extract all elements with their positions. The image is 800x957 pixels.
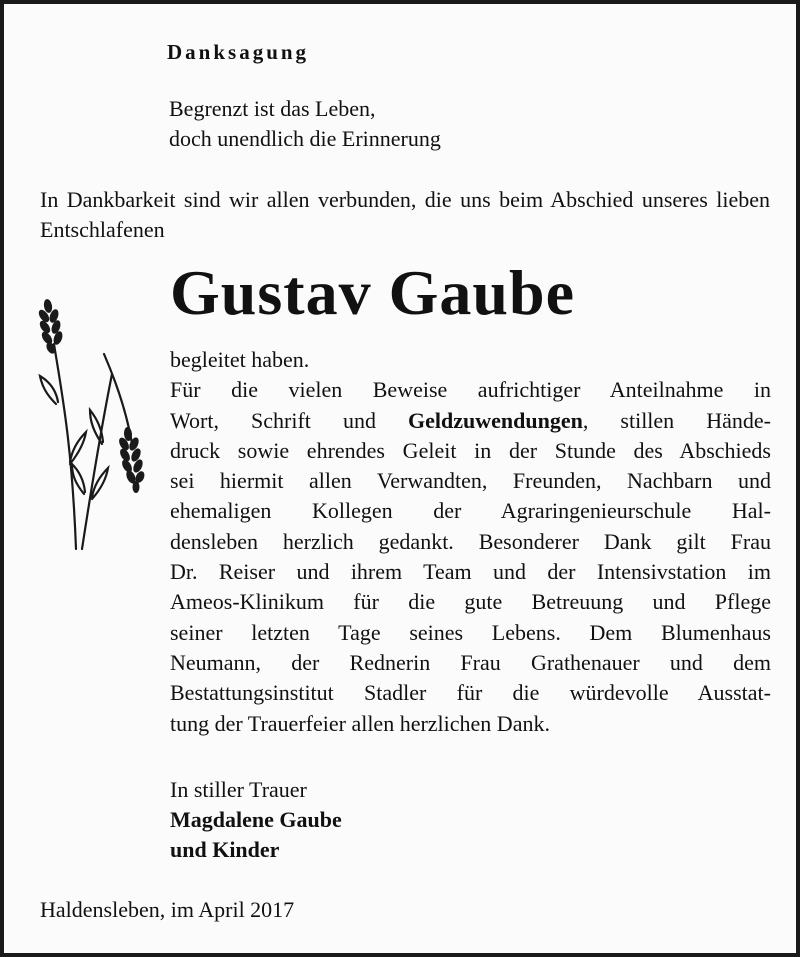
intro-paragraph: In Dankbarkeit sind wir allen verbunden, die uns beim Abschied unseres lieben Entschlafenen <box>40 187 770 242</box>
body-line: tung der Trauerfeier allen herzlichen Dank. <box>170 710 550 736</box>
body-line: Neumann, der Rednerin Frau Grathenauer und dem <box>170 649 771 675</box>
body-line: Dr. Reiser und ihrem Team und der Intensivstation im <box>170 559 771 585</box>
body-text-fragment: , stillen Hände- <box>582 407 771 433</box>
body-line: Ameos-Klinikum für die gute Betreuung und Pflege <box>170 589 771 615</box>
mourner-name: Magdalene Gaube <box>170 807 342 832</box>
thanks-paragraph <box>170 345 771 739</box>
wheat-icon <box>32 294 152 564</box>
notice-heading: Danksagung <box>167 40 310 64</box>
verse-line-2: doch unendlich die Erinnerung <box>169 126 441 151</box>
body-line: sei hiermit allen Verwandten, Freunden, Nachbarn und <box>170 468 771 494</box>
body-line: densleben herzlich gedankt. Besonderer Dank gilt Frau <box>170 528 771 554</box>
body-line: Für die vielen Beweise aufrichtiger Anteilnahme in <box>170 377 771 403</box>
emphasized-text: Geldzuwendungen <box>408 407 583 433</box>
body-line: begleitet haben. <box>170 347 310 372</box>
verse-line-1: Begrenzt ist das Leben, <box>169 96 376 121</box>
mourner-family: und Kinder <box>170 837 280 862</box>
body-text-fragment: Wort, Schrift und <box>170 407 409 433</box>
body-line: ehemaligen Kollegen der Agraringenieurschule Hal- <box>170 498 771 524</box>
memorial-verse <box>169 94 441 154</box>
body-line: druck sowie ehrendes Geleit in der Stunde des Abschieds <box>170 437 771 463</box>
closing-signature <box>170 775 342 865</box>
body-line <box>170 406 771 436</box>
deceased-name: Gustav Gaube <box>170 257 575 328</box>
body-line: seiner letzten Tage seines Lebens. Dem Blumenhaus <box>170 619 771 645</box>
body-line: Bestattungsinstitut Stadler für die würdevolle Ausstat- <box>170 680 771 706</box>
place-date: Haldensleben, im April 2017 <box>40 897 295 922</box>
closing-line: In stiller Trauer <box>170 777 307 802</box>
